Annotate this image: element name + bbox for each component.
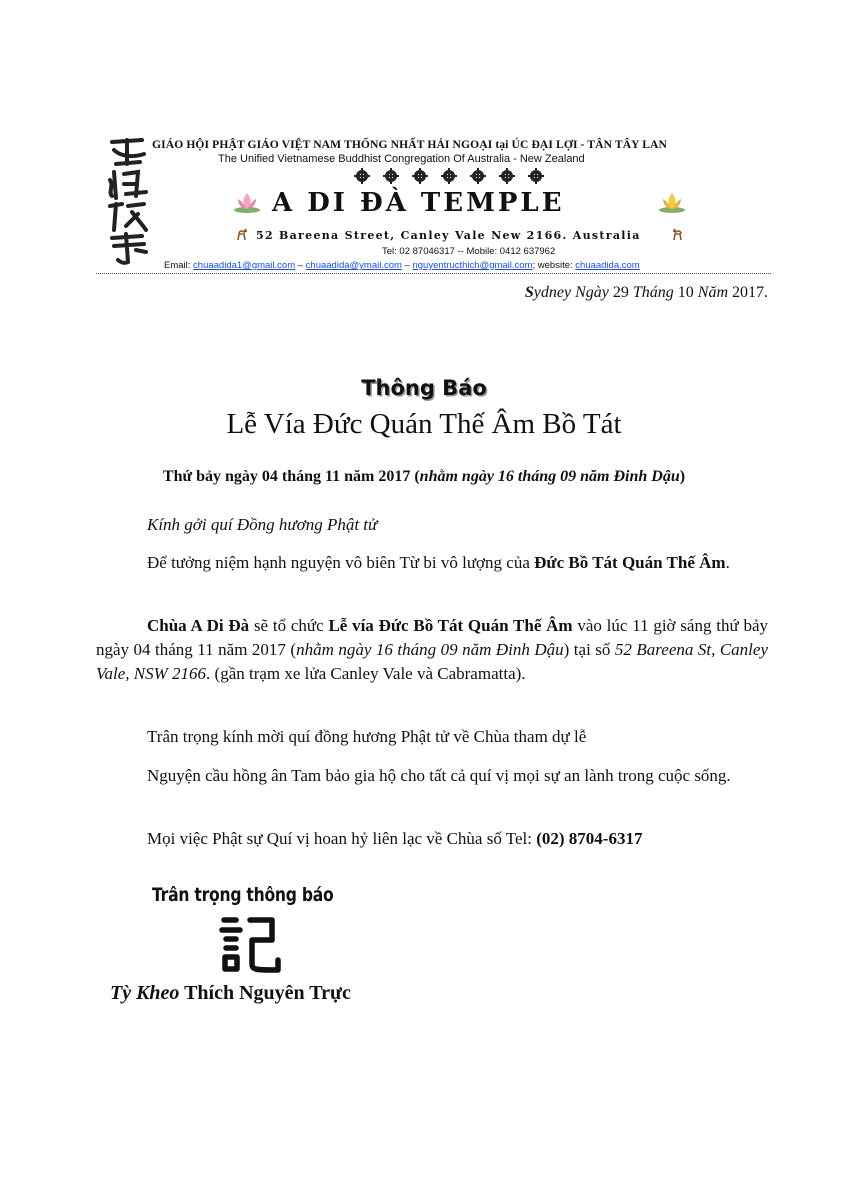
signature-seal-mark (218, 912, 284, 974)
signer-title: Tỳ Kheo (110, 982, 180, 1004)
date-year-label: Năm (697, 284, 728, 301)
date-city-initial: S (524, 284, 534, 301)
temple-phones: Tel: 02 87046317 -- Mobile: 0412 637962 (382, 246, 556, 257)
paragraph-contact (96, 827, 768, 851)
greeting: Kính gởi quí Đồng hương Phật tử (147, 515, 378, 534)
email-separator: – (295, 260, 306, 271)
paragraph-text: . (gần trạm xe lửa Canley Vale và Cabramatta). (206, 664, 526, 683)
email-link-3[interactable]: nguyentructhich@gmail.com (412, 260, 533, 271)
letterhead (96, 132, 771, 274)
event-date-solar: Thứ bảy ngày 04 tháng 11 năm 2017 ( (162, 468, 420, 485)
event-date-lunar: nhằm ngày 16 tháng 09 năm Đinh Dậu (419, 468, 680, 485)
ceremony-name-bold: Lễ vía Đức Bồ Tát Quán Thế Âm (328, 616, 573, 635)
document-date (525, 284, 768, 302)
lunar-date-italic: nhằm ngày 16 tháng 09 năm Đinh Dậu (296, 640, 564, 659)
paragraph-purpose (96, 551, 768, 575)
event-date-close: ) (679, 468, 686, 485)
date-city: ydney Ngày (533, 284, 609, 301)
notice-subtitle: Lễ Vía Đức Quán Thế Âm Bồ Tát (226, 408, 622, 440)
website-link[interactable]: chuaadida.com (575, 260, 640, 271)
deer-icon (670, 226, 686, 242)
website-label: ; website: (532, 260, 573, 271)
paragraph-bold: Đức Bồ Tát Quán Thế Âm (534, 553, 726, 572)
email-link-1[interactable]: chuaadida1@gmail.com (193, 260, 296, 271)
org-name-vietnamese: GIÁO HỘI PHẬT GIÁO VIỆT NAM THỐNG NHẤT HẢI NGOẠI tại ÚC ĐẠI LỢI - TÂN TÂY LAN (152, 138, 667, 151)
event-date (0, 468, 848, 486)
email-label: Email: (164, 260, 191, 271)
org-name-english: The Unified Vietnamese Buddhist Congregation Of Australia - New Zealand (218, 153, 585, 165)
paragraph-text: ) tại số (563, 640, 615, 659)
paragraph-text: Mọi việc Phật sự Quí vị hoan hỷ liên lạc về Chùa số Tel: (147, 829, 537, 848)
paragraph-text: Để tưởng niệm hạnh nguyện vô biên Từ bi vô lượng của (147, 553, 535, 572)
date-month: 10 (677, 284, 694, 301)
letterhead-divider (96, 273, 771, 274)
paragraph-text: vào lúc 11 giờ sáng thứ bảy ngày 04 tháng 11 năm 2017 ( (96, 616, 768, 659)
date-month-label: Tháng (632, 284, 674, 301)
paragraph-event (96, 614, 768, 686)
contact-line (164, 260, 640, 271)
dharma-wheel-icon (354, 168, 564, 184)
date-year: 2017. (732, 284, 768, 301)
address-italic: 52 Bareena St, Canley Vale, NSW 2166 (96, 640, 768, 683)
temple-address: 52 Bareena Street, Canley Vale New 2166. Australia (256, 229, 641, 242)
deer-icon (234, 226, 250, 242)
email-link-2[interactable]: chuaadida@ymail.com (305, 260, 402, 271)
lotus-icon (657, 190, 687, 214)
signer-dharma-name: Thích Nguyên Trực (179, 982, 351, 1004)
notice-title: Thông Báo (361, 376, 487, 400)
lotus-icon (232, 190, 262, 214)
paragraph-text: . (725, 553, 730, 572)
temple-name-bold: Chùa A Di Đà (147, 616, 250, 635)
calligraphy-icon (102, 134, 156, 266)
email-separator: – (401, 260, 413, 271)
temple-name: A DI ĐÀ TEMPLE (272, 188, 565, 218)
signer-name (110, 982, 351, 1005)
paragraph-text: sẽ tổ chức (249, 616, 329, 635)
contact-phone: (02) 8704-6317 (536, 829, 643, 848)
paragraph-blessing: Nguyện cầu hồng ân Tam bảo gia hộ cho tất cả quí vị mọi sự an lành trong cuộc sống. (147, 766, 731, 785)
closing-handwritten: Trân trọng thông báo (152, 884, 334, 906)
paragraph-invitation: Trân trọng kính mời quí đồng hương Phật tử về Chùa tham dự lễ (147, 727, 587, 746)
date-day: 29 (612, 284, 629, 301)
